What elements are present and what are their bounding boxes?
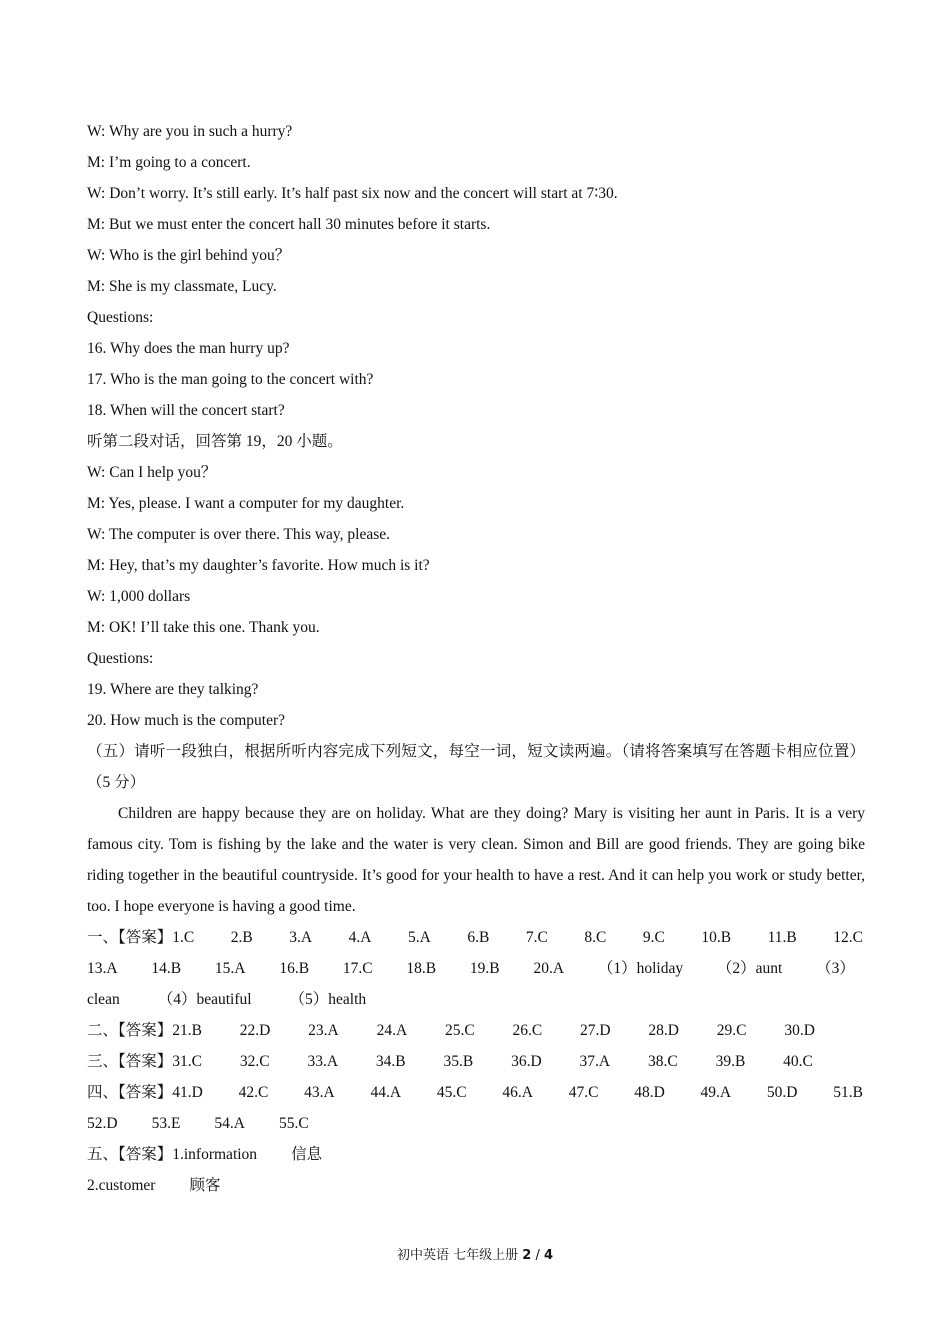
answer-item: 45.C (436, 1084, 467, 1101)
answer-item: 44.A (370, 1084, 402, 1101)
transcript-line: W: Who is the girl behind you？ (87, 247, 291, 264)
answer-row-part2 (87, 1015, 865, 1046)
answer-item: 40.C (783, 1053, 813, 1070)
transcript-line: Questions: (87, 650, 154, 667)
answer-item: 50.D (766, 1084, 798, 1101)
answer-item: （5）health (289, 991, 367, 1008)
answer-item: 26.C (512, 1022, 543, 1039)
answer-item: 10.B (701, 929, 732, 946)
answer-item: 2.B (230, 929, 253, 946)
answer-item: 17.C (342, 960, 373, 977)
transcript-line: W: The computer is over there. This way, please. (87, 526, 391, 543)
answer-row-part1-2 (87, 953, 865, 984)
answer-row-part1-3 (87, 984, 865, 1015)
transcript-line: 18. When will the concert start? (87, 402, 285, 419)
answer-item: 33.A (307, 1053, 339, 1070)
answer-item: 43.A (304, 1084, 335, 1101)
answer-item: 7.C (525, 929, 548, 946)
answer-item: 19.B (469, 960, 500, 977)
answer-item: 55.C (279, 1115, 309, 1132)
answer-item: 22.D (239, 1022, 271, 1039)
answer-item: 51.B (833, 1084, 863, 1101)
answer-item: 3.A (289, 929, 313, 946)
answer-row-part4-1 (87, 1077, 865, 1108)
answer-item: 6.B (467, 929, 490, 946)
answer-item: 顾客 (189, 1177, 221, 1194)
transcript-line: W: Why are you in such a hurry? (87, 123, 293, 140)
answer-row-part3 (87, 1046, 865, 1077)
transcript-line: 20. How much is the computer? (87, 712, 286, 729)
footer-page-total: 4 (543, 1248, 554, 1263)
answer-item: 2.customer (87, 1177, 156, 1194)
transcript-line: M: But we must enter the concert hall 30 minutes before it starts. (87, 216, 491, 233)
transcript-line: 16. Why does the man hurry up? (87, 340, 290, 357)
answer-item: 18.B (406, 960, 437, 977)
answer-item: （4）beautiful (157, 991, 252, 1008)
page-content (87, 116, 865, 1201)
transcript-line: 17. Who is the man going to the concert with? (87, 371, 374, 388)
answer-item: 54.A (214, 1115, 245, 1132)
answer-item: 30.D (784, 1022, 815, 1039)
transcript-line: W: 1,000 dollars (87, 588, 191, 605)
transcript-line: 听第二段对话，回答第 19，20 小题。 (87, 433, 343, 450)
transcript-line: M: OK! I’ll take this one. Thank you. (87, 619, 320, 636)
answer-item: 32.C (239, 1053, 270, 1070)
transcript-line: 19. Where are they talking? (87, 681, 259, 698)
answer-item: 38.C (647, 1053, 678, 1070)
listening-transcript (87, 116, 865, 736)
answer-item: 二、【答案】21.B (87, 1022, 202, 1039)
answer-item: 三、【答案】31.C (87, 1053, 202, 1070)
transcript-line: M: I’m going to a concert. (87, 154, 251, 171)
answer-item: 35.B (443, 1053, 474, 1070)
transcript-line: W: Can I help you？ (87, 464, 217, 481)
answer-row-part1-1 (87, 922, 865, 953)
transcript-line: Questions: (87, 309, 154, 326)
transcript-line: M: Yes, please. I want a computer for my daughter. (87, 495, 405, 512)
monologue-text: Children are happy because they are on holiday. What are they doing? Mary is visiting her aunt in Paris. It is a very famous city. Tom is fishing by the lake and the water is very clean. Simon and Bill are good friends. They are going bike riding together in the beautiful countryside. It’s good for your health to have a rest. And it can help you work or study better, too. I hope everyone is having a good time. (87, 805, 865, 915)
answer-item: 29.C (716, 1022, 747, 1039)
answer-item: （2）aunt (716, 960, 783, 977)
answer-item: 46.A (502, 1084, 533, 1101)
answer-item: 52.D (87, 1115, 118, 1132)
answer-item: 20.A (533, 960, 565, 977)
answer-item: 15.A (214, 960, 246, 977)
answer-item: （3） (816, 960, 855, 977)
transcript-line: W: Don’t worry. It’s still early. It’s half past six now and the concert will start at 7∶30. (87, 185, 618, 202)
answer-item: 36.D (511, 1053, 542, 1070)
answer-item: 4.A (348, 929, 372, 946)
section5-instruction: （五）请听一段独白，根据所听内容完成下列短文，每空一词，短文读两遍。（请将答案填写在答题卡相应位置）（5 分） (87, 743, 865, 791)
answer-item: 12.C (833, 929, 863, 946)
answer-item: 五、【答案】1.information (87, 1146, 258, 1163)
answer-item: 一、【答案】1.C (87, 929, 195, 946)
answer-row-part4-2 (87, 1108, 865, 1139)
answer-item: 47.C (568, 1084, 599, 1101)
answer-item: 23.A (308, 1022, 339, 1039)
footer-separator: / (535, 1248, 540, 1263)
answer-item: 53.E (151, 1115, 181, 1132)
answer-item: 24.A (376, 1022, 408, 1039)
answer-row-part5-2 (87, 1170, 865, 1201)
answer-item: 39.B (715, 1053, 746, 1070)
answer-item: 5.A (407, 929, 431, 946)
answer-item: 9.C (642, 929, 665, 946)
answer-item: 16.B (279, 960, 310, 977)
answer-item: 信息 (291, 1146, 323, 1163)
answer-item: 27.D (580, 1022, 611, 1039)
answer-item: 25.C (444, 1022, 475, 1039)
answer-item: 42.C (238, 1084, 269, 1101)
transcript-line: M: Hey, that’s my daughter’s favorite. How much is it? (87, 557, 430, 574)
footer-page-number: 2 (522, 1248, 532, 1263)
answer-item: 28.D (648, 1022, 679, 1039)
page-footer (0, 1244, 950, 1263)
answer-item: （1）holiday (597, 960, 684, 977)
answer-item: 49.A (700, 1084, 732, 1101)
answer-item: 11.B (767, 929, 797, 946)
answer-item: 37.A (579, 1053, 611, 1070)
answer-item: 四、【答案】41.D (87, 1084, 203, 1101)
footer-label: 初中英语 七年级上册 (396, 1248, 519, 1263)
answer-row-part5-1 (87, 1139, 865, 1170)
answer-item: 8.C (584, 929, 607, 946)
transcript-line: M: She is my classmate, Lucy. (87, 278, 277, 295)
answer-item: 13.A (87, 960, 118, 977)
answer-item: clean (87, 991, 120, 1008)
answer-item: 34.B (375, 1053, 406, 1070)
answer-item: 48.D (634, 1084, 665, 1101)
answer-item: 14.B (151, 960, 182, 977)
